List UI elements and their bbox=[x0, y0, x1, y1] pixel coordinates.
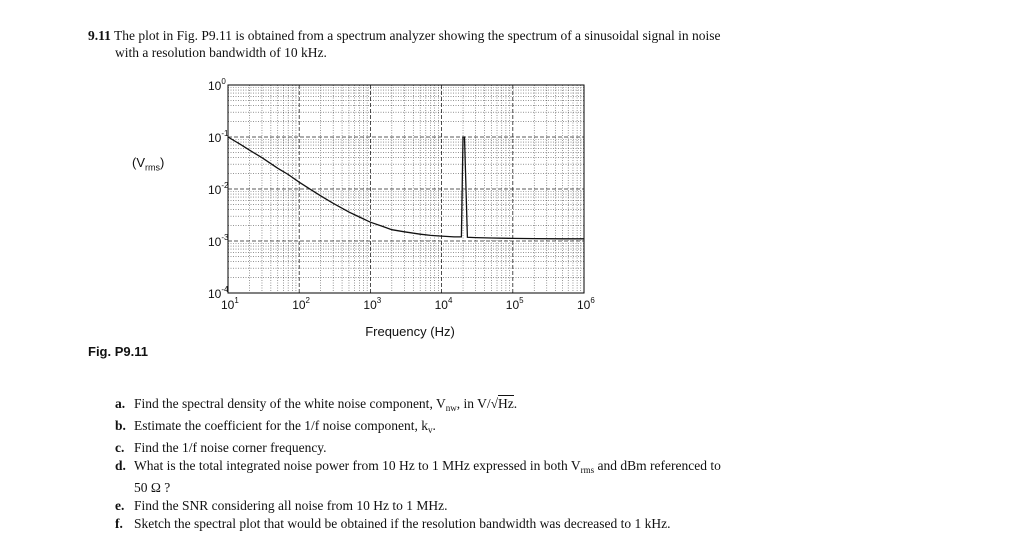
question-d bbox=[115, 457, 755, 497]
problem-text-line1: The plot in Fig. P9.11 is obtained from a spectrum analyzer showing the spectrum of a sinusoidal signal in noise bbox=[114, 28, 721, 43]
x-tick-label: $10^5$ bbox=[505, 296, 524, 312]
question-e bbox=[115, 497, 755, 515]
question-text: . bbox=[432, 418, 436, 433]
question-text: Estimate the coefficient for the 1/f noise component, k bbox=[134, 418, 429, 433]
x-tick-label: $10^4$ bbox=[434, 296, 453, 312]
x-tick-label: $10^6$ bbox=[577, 296, 595, 312]
question-text: , in V/ bbox=[456, 396, 491, 411]
question-c bbox=[115, 439, 755, 457]
figure-label: Fig. P9.11 bbox=[88, 344, 148, 359]
sqrt-radicand: Hz bbox=[498, 396, 514, 411]
question-a bbox=[115, 395, 755, 417]
x-tick-label: $10^3$ bbox=[363, 296, 382, 312]
x-tick-label: $10^1$ bbox=[221, 296, 239, 312]
x-axis-label: Frequency (Hz) bbox=[365, 324, 455, 339]
question-text: 50 Ω ? bbox=[134, 480, 171, 495]
question-text: Find the 1/f noise corner frequency. bbox=[134, 440, 327, 455]
question-text: . bbox=[513, 396, 518, 411]
question-text: Sketch the spectral plot that would be obtained if the resolution bandwidth was decreased to 1 kHz. bbox=[134, 516, 671, 531]
y-tick-label: $10^0$ bbox=[208, 77, 226, 93]
question-letter: c. bbox=[115, 440, 125, 455]
y-tick-label: $10^{-1}$ bbox=[208, 129, 229, 145]
question-text: Find the spectral density of the white noise component, V bbox=[134, 396, 446, 411]
y-tick-label: $10^{-4}$ bbox=[208, 285, 229, 301]
question-text: Find the SNR considering all noise from 10 Hz to 1 MHz. bbox=[134, 498, 448, 513]
y-axis-label-sub: rms bbox=[145, 162, 160, 173]
question-letter: a. bbox=[115, 396, 126, 411]
question-subscript: rms bbox=[580, 465, 595, 475]
question-subscript: nw bbox=[445, 403, 457, 413]
question-letter: f. bbox=[115, 516, 123, 531]
question-text: What is the total integrated noise power from 10 Hz to 1 MHz expressed in both V bbox=[134, 458, 581, 473]
problem-number: 9.11 bbox=[88, 28, 111, 43]
question-subscript: v bbox=[428, 425, 433, 435]
question-text: and dBm referenced to bbox=[594, 458, 721, 473]
question-b bbox=[115, 417, 755, 439]
question-list bbox=[115, 395, 755, 533]
y-tick-label: $10^{-3}$ bbox=[208, 233, 229, 249]
question-letter: e. bbox=[115, 498, 125, 513]
problem-text-line2: with a resolution bandwidth of 10 kHz. bbox=[115, 45, 327, 60]
sqrt-symbol: √ bbox=[490, 396, 499, 411]
x-tick-label: $10^2$ bbox=[292, 296, 311, 312]
y-axis-label-end: ) bbox=[160, 155, 165, 170]
question-letter: d. bbox=[115, 458, 126, 473]
y-axis-label-main: (V bbox=[132, 155, 145, 170]
question-letter: b. bbox=[115, 418, 126, 433]
y-tick-label: $10^{-2}$ bbox=[208, 181, 229, 197]
question-f bbox=[115, 515, 755, 533]
